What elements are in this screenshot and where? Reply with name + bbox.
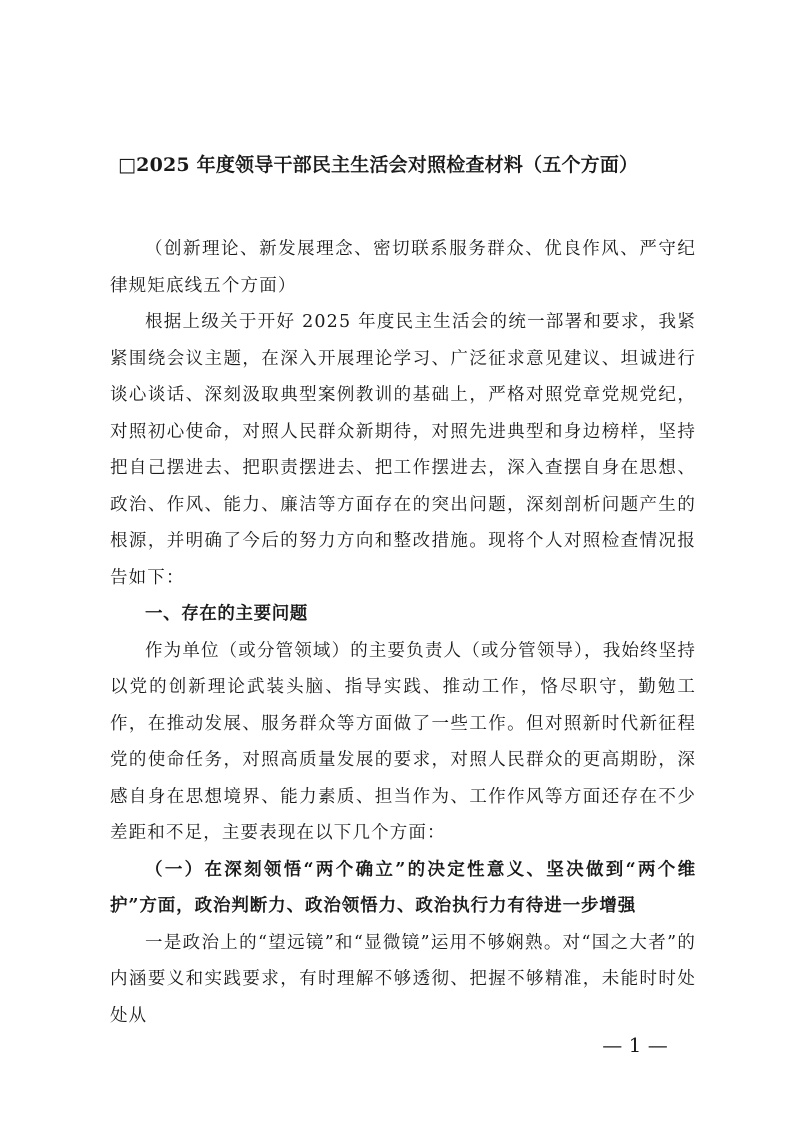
page-number: — 1 — xyxy=(602,1033,668,1057)
intro-paragraph: 根据上级关于开好 2025 年度民主生活会的统一部署和要求，我紧紧围绕会议主题，在深入开展理论学习、广泛征求意见建议、坦诚进行谈心谈话、深刻汲取典型案例教训的基础上，严格对照党章党规党纪，对照初心使命，对照人民群众新期待，对照先进典型和身边榜样，坚持把自己摆进去、把职责摆进去、把工作摆进去，深入查摆自身在思想、政治、作风、能力、廉洁等方面存在的突出问题，深刻剖析问题产生的根源，并明确了今后的努力方向和整改措施。现将个人对照检查情况报告如下： xyxy=(110,312,696,588)
document-body xyxy=(110,231,696,1034)
document-title: □2025 年度领导干部民主生活会对照检查材料（五个方面） xyxy=(118,154,639,176)
scope-note-paragraph: （创新理论、新发展理念、密切联系服务群众、优良作风、严守纪律规矩底线五个方面） xyxy=(110,239,696,296)
subsection-heading-one: （一）在深刻领悟“两个确立”的决定性意义、坚决做到“两个维护”方面，政治判断力、政治领悟力、政治执行力有待进一步增强 xyxy=(110,859,696,916)
point-one-paragraph: 一是政治上的“望远镜”和“显微镜”运用不够娴熟。对“国之大者”的内涵要义和实践要求，有时理解不够透彻、把握不够精准，未能时时处处从 xyxy=(110,932,696,1026)
section-heading-main-problems: 一、存在的主要问题 xyxy=(145,604,308,624)
problems-overview-paragraph: 作为单位（或分管领域）的主要负责人（或分管领导），我始终坚持以党的创新理论武装头脑、指导实践、推动工作，恪尽职守，勤勉工作，在推动发展、服务群众等方面做了一些工作。但对照新时代新征程党的使命任务，对照高质量发展的要求，对照人民群众的更高期盼，深感自身在思想境界、能力素质、担当作为、工作作风等方面还存在不少差距和不足，主要表现在以下几个方面： xyxy=(110,640,696,843)
